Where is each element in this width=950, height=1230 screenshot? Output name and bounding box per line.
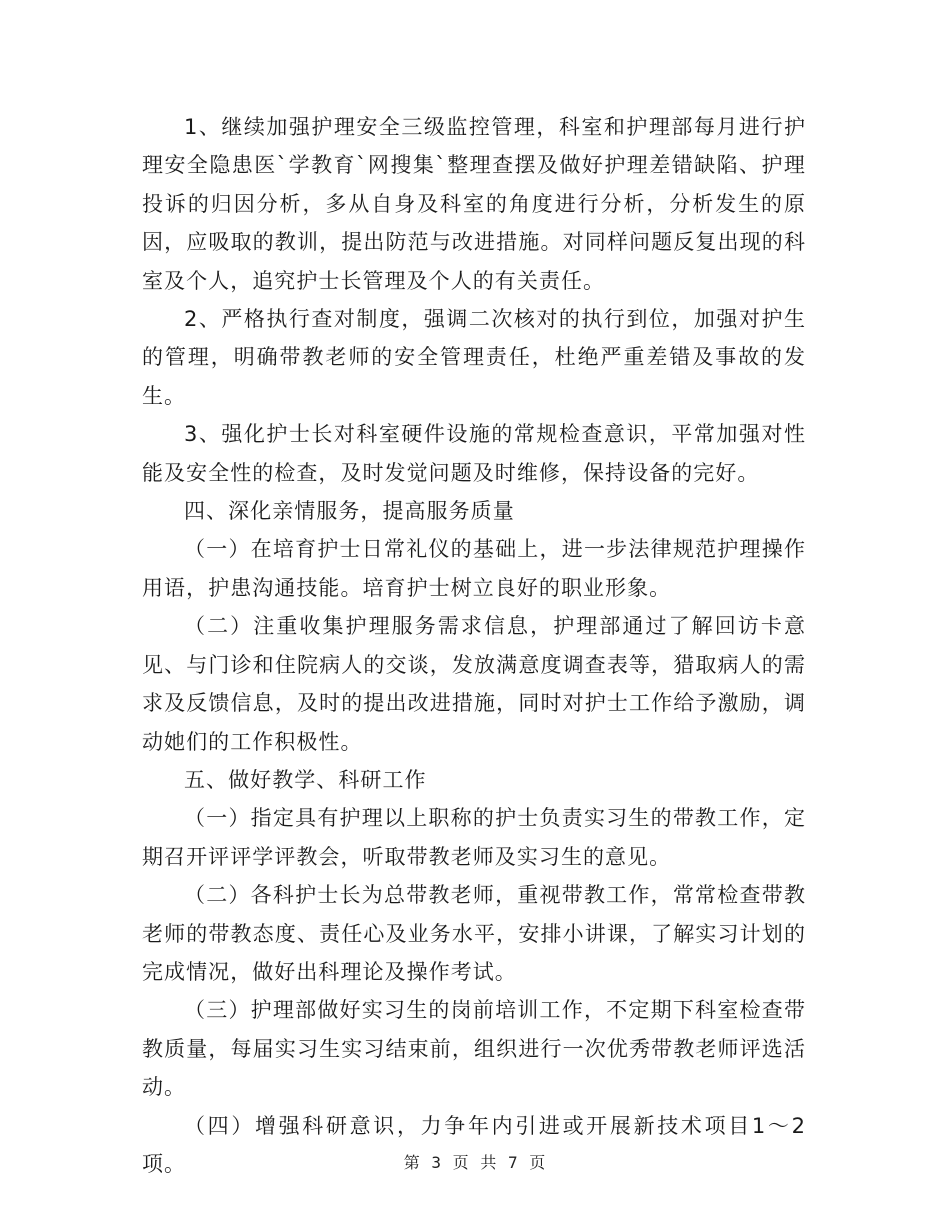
paragraph-head-nurse-teaching: （二）各科护士长为总带教老师，重视带教工作，常常检查带教老师的带教态度、责任心及业务水平，安排小讲课，了解实习计划的完成情况，做好出科理论及操作考试。 (142, 883, 806, 984)
paragraph-pre-job-training: （三）护理部做好实习生的岗前培训工作，不定期下科室检查带教质量，每届实习生实习结束前，组织进行一次优秀带教老师评选活动。 (142, 998, 806, 1100)
page-number-footer: 第 3 页 共 7 页 (403, 1153, 547, 1172)
document-body (142, 108, 806, 1183)
paragraph-equipment-inspection: 3、强化护士长对科室硬件设施的常规检查意识，平常加强对性能及安全性的检查，及时发觉问题及时维修，保持设备的完好。 (142, 422, 806, 485)
section-heading-service-quality: 四、深化亲情服务，提高服务质量 (184, 499, 515, 524)
paragraph-intern-mentoring: （一）指定具有护理以上职称的护士负责实习生的带教工作，定期召开评评学评教会，听取带教老师及实习生的意见。 (142, 806, 806, 869)
paragraph-etiquette-training: （一）在培育护士日常礼仪的基础上，进一步法律规范护理操作用语，护患沟通技能。培育护士树立良好的职业形象。 (142, 537, 806, 600)
paragraph-feedback-collection: （二）注重收集护理服务需求信息，护理部通过了解回访卡意见、与门诊和住院病人的交谈，发放满意度调查表等，猎取病人的需求及反馈信息，及时的提出改进措施，同时对护士工作给予激励，调动她们的工作积极性。 (142, 614, 806, 754)
paragraph-research-awareness: （四）增强科研意识，力争年内引进或开展新技术项目1～2项。 (142, 1113, 806, 1176)
section-heading-teaching-research: 五、做好教学、科研工作 (184, 767, 427, 792)
paragraph-safety-monitoring: 1、继续加强护理安全三级监控管理，科室和护理部每月进行护理安全隐患医`学教育`网搜集`整理查摆及做好护理差错缺陷、护理投诉的归因分析，多从自身及科室的角度进行分析，分析发生的原因，应吸取的教训，提出防范与改进措施。对同样问题反复出现的科室及个人，追究护士长管理及个人的有关责任。 (142, 115, 806, 293)
paragraph-verification-system: 2、严格执行查对制度，强调二次核对的执行到位，加强对护生的管理，明确带教老师的安全管理责任，杜绝严重差错及事故的发生。 (142, 307, 806, 408)
